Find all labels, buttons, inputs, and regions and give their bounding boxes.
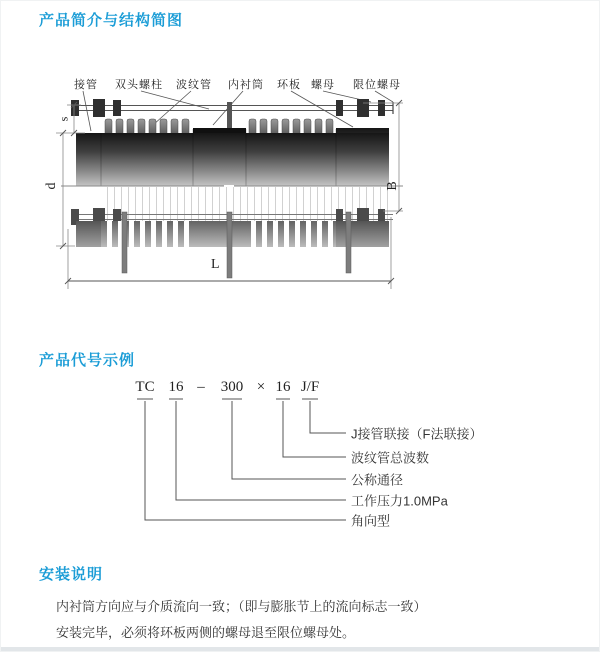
- dim-label-B: B: [385, 181, 400, 191]
- install-line-1: 内衬筒方向应与介质流向一致；（即与膨胀节上的流向标志一致）: [56, 599, 427, 614]
- dim-label-s: s: [56, 116, 71, 122]
- code-annotation-diameter: 公称通径: [351, 472, 404, 488]
- section-heading-code: 产品代号示例: [39, 352, 136, 369]
- part-label-bowenguan: 波纹管: [176, 79, 212, 91]
- code-segment-pressure: 16: [168, 379, 184, 395]
- code-segment-times: ×: [256, 379, 266, 395]
- part-label-jieguan: 接管: [74, 79, 98, 91]
- code-annotation-pressure: 工作压力1.0MPa: [351, 493, 448, 509]
- code-annotation-waves: 波纹管总波数: [351, 450, 430, 466]
- part-label-xianwei: 限位螺母: [353, 79, 401, 91]
- code-segment-diameter: 300: [220, 379, 244, 395]
- code-annotation-connection: J接管联接（F法联接）: [351, 426, 483, 442]
- product-code-figure: [1, 377, 600, 537]
- code-segment-waves: 16: [275, 379, 291, 395]
- dim-label-L: L: [211, 257, 220, 272]
- install-instructions: [56, 598, 427, 650]
- code-connector-lines: [1, 395, 600, 535]
- page-bottom-edge: [1, 647, 599, 651]
- part-label-neichentong: 内衬筒: [228, 79, 264, 91]
- part-label-huanban: 环板: [277, 79, 301, 91]
- code-annotation-type: 角向型: [351, 513, 391, 529]
- part-label-luomu: 螺母: [311, 79, 335, 91]
- section-heading-intro: 产品简介与结构简图: [39, 12, 184, 29]
- code-segment-connect: J/F: [300, 379, 320, 395]
- install-line-2: 安装完毕，必须将环板两侧的螺母退至限位螺母处。: [56, 625, 356, 640]
- dim-label-d: d: [44, 182, 59, 190]
- structure-diagram: [41, 69, 461, 309]
- code-segment-dash: –: [197, 379, 205, 395]
- code-segment-type: TC: [135, 379, 155, 395]
- section-heading-install: 安装说明: [39, 566, 104, 583]
- part-label-shuangtou: 双头螺柱: [115, 79, 163, 91]
